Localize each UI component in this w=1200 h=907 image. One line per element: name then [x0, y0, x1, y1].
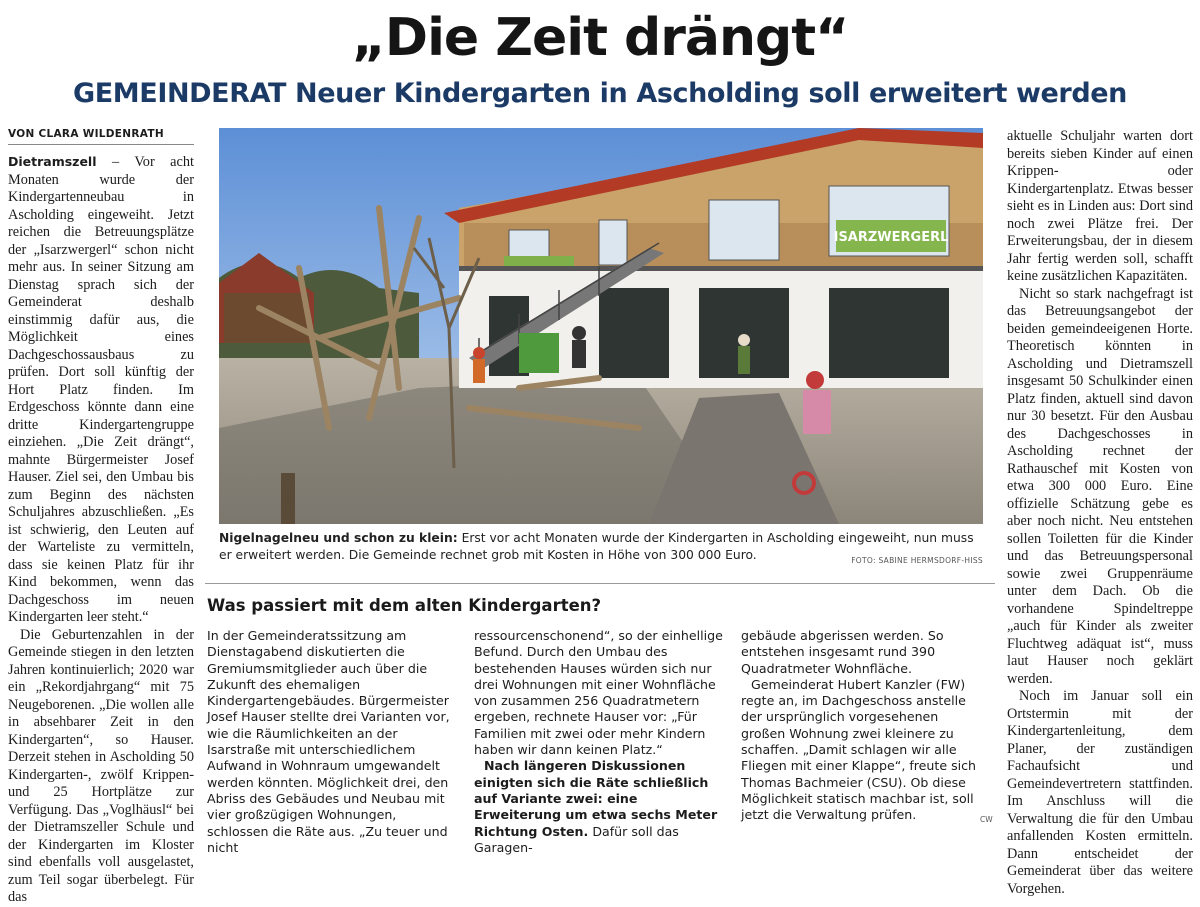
article-paragraph-1	[8, 153, 194, 627]
article-paragraph-3: aktuelle Schuljahr warten dort bereits sieben Kinder auf einen Krippen- oder Kindergartenplatz. Etwas besser sieht es in Linden aus: Dort sind noch zwei Plätze frei. Der Erweiterungsbau, der in diesem Jahr fertig werden soll, schafft keine zusätzlichen Kapazitäten.	[1007, 128, 1193, 284]
sidebar-title: Was passiert mit dem alten Kindergarten?	[207, 596, 602, 615]
subheadline-rubric: GEMEINDERAT	[73, 78, 287, 109]
sidebar-column-3	[741, 628, 986, 828]
article-column-right	[1007, 128, 1193, 897]
sidebar-column-2	[474, 628, 724, 855]
headline: „Die Zeit drängt“	[351, 8, 849, 68]
sidebar-bold-run: Nach längeren Diskussionen einigten sich die Räte schließlich auf Variante zwei: eine Erweiterung um etwa sechs Meter Richtung Osten.	[474, 758, 718, 839]
article-paragraph-2: Die Geburtenzahlen in der Gemeinde stiegen in den letzten Jahren kontinuierlich; 2020 war ein „Rekordjahrgang“ mit 75 Neugeborenen. „Die wollen alle in absehbarer Zeit in den Kindergarten“, so Hauser. Derzeit stehen in Ascholding 50 Kindergarten-, zwölf Krippen- und 25 Hortplätze zur Verfügung. Das „Voglhäusl“ bei der Dietramszeller Schule und der Kindergarten im Kloster sind ebenfalls voll ausgelastet, zum Teil sogar überbelegt. Für das	[8, 626, 194, 905]
article-paragraph-1-text: – Vor acht Monaten wurde der Kindergartenneubau in Ascholding eingeweiht. Jetzt reichen die Betreuungsplätze der „Isarzwergerl“ schon nicht mehr aus. In seiner Sitzung am Dienstag sprach sich der Gemeinderat deshalb einstimmig dafür aus, die Möglichkeit eines Dachgeschossausbaus zu prüfen. Dort soll künftig der Hort Platz finden. Im Erdgeschoss könnte dann eine dritte Kindergartengruppe einziehen. „Die Zeit drängt“, mahnte Bürgermeister Josef Hauser. Ziel sei, den Umbau bis zum Beginn des nächsten Schuljahres abzuschließen. „Es ist schwierig, den Leuten auf der Warteliste zu vermitteln, dass sie keinen Platz für ihr Kind bekommen, wenn das Dachgeschoss im neuen Kindergarten leer steht.“	[8, 154, 194, 625]
dateline: Dietramszell	[8, 154, 97, 169]
caption-text: Erst vor acht Monaten wurde der Kindergarten in Ascholding eingeweiht, nun muss er erweitert werden. Die Gemeinde rechnet grob mit Kosten in Höhe von 300 000 Euro.	[219, 531, 974, 562]
article-paragraph-4: Nicht so stark nachgefragt ist das Betreuungsangebot der beiden gemeindeeigenen Horte. Theoretisch könnten in Ascholding und Dietramszell insgesamt 50 Schulkinder einen Platz finden, aktuell sind davon nur 30 besetzt. Für den Ausbau des Dachgeschosses in Ascholding rechnet der Rathauschef mit Kosten von etwa 300 000 Euro. Eine offizielle Schätzung gebe es aber noch nicht. Neu entstehen sollen Toiletten für die Kinder und das Betreuungspersonal sowie zwei Gruppenräume unter dem Dach. Ob die vorhandene Spindeltreppe „auch für Kinder als zweiter Fluchtweg adäquat ist“, muss laut Hauser noch geklärt werden.	[1007, 285, 1193, 687]
sidebar-author-tag: CW	[980, 815, 993, 824]
photo-sign: ISARZWERGERL	[833, 230, 949, 245]
article-paragraph-5: Noch im Januar soll ein Ortstermin mit der Kindergartenleitung, dem Planer, der zuständigen Fachaufsicht und Gemeindevertretern stattfinden. Im Anschluss will die Verwaltung die für den Umbau anfallenden Kosten ermitteln. Dann entscheidet der Gemeinderat über das weitere Vorgehen.	[1007, 688, 1193, 897]
sidebar-column-1	[207, 628, 457, 855]
sidebar-paragraph-2: ressourcenschonend“, so der einhellige Befund. Durch den Umbau des bestehenden Hauses würden sich nur drei Wohnungen mit einer Wohnfläche von zusammen 256 Quadratmetern ergeben, rechnete Hauser vor: „Für Familien mit zwei oder mehr Kindern haben wir dann keinen Platz.“	[474, 628, 723, 758]
sidebar-divider	[205, 583, 995, 584]
caption-lead: Nigelnagelneu und schon zu klein:	[219, 531, 458, 545]
sidebar-paragraph-4: gebäude abgerissen werden. So entstehen insgesamt rund 390 Quadratmeter Wohnfläche.	[741, 628, 944, 676]
kindergarten-photo	[219, 128, 983, 524]
byline: VON CLARA WILDENRATH	[8, 128, 194, 145]
photo-credit: FOTO: SABINE HERMSDORF-HISS	[851, 555, 983, 565]
photo-caption	[219, 530, 983, 569]
photo-illustration	[219, 128, 983, 524]
sidebar-paragraph-1: In der Gemeinderatssitzung am Dienstagabend diskutierten die Gremiumsmitglieder auch über die Zukunft des ehemaligen Kindergartengebäudes. Bürgermeister Josef Hauser stellte drei Varianten vor, wie die Räumlichkeiten an der Isarstraße mit unterschiedlichem Aufwand in Wohnraum umgewandelt werden könnten. Möglichkeit drei, den Abriss des Gebäudes und Neubau mit vier großzügigen Wohnungen, schlossen die Räte aus. „Zu teuer und nicht	[207, 628, 450, 855]
sidebar-paragraph-3-text: Dafür soll das Garagen-	[474, 823, 679, 855]
sidebar-paragraph-5: Gemeinderat Hubert Kanzler (FW) regte an, im Dachgeschoss anstelle der ursprünglich vorgesehenen großen Wohnung zwei kleinere zu schaffen. „Damit schlagen wir alle Fliegen mit einer Klappe“, freute sich Thomas Bachmeier (CSU). Ob diese Möglichkeit statisch machbar ist, soll jetzt die Verwaltung prüfen.	[741, 676, 977, 823]
sidebar-paragraph-3	[474, 758, 724, 856]
subheadline	[0, 78, 1200, 109]
article-column-left	[8, 153, 194, 905]
subheadline-text: Neuer Kindergarten in Ascholding soll erweitert werden	[295, 78, 1127, 109]
